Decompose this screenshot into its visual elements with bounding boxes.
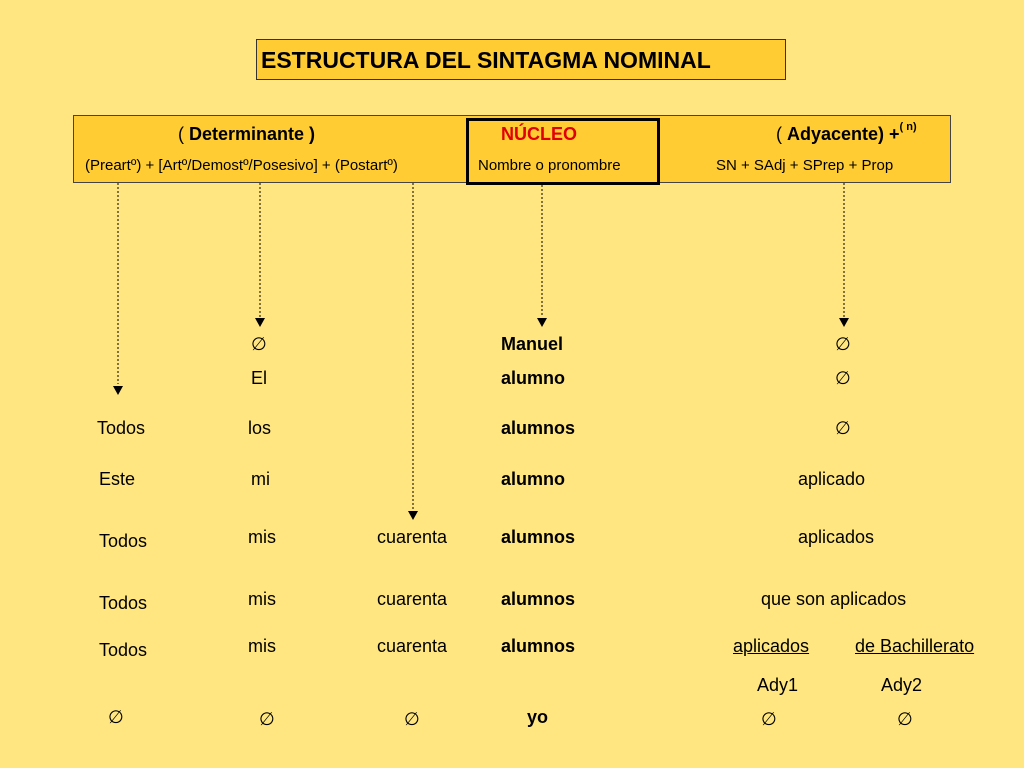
row-3-det: mi — [251, 469, 270, 489]
row-4-det: mis — [248, 527, 276, 547]
nucleo-sub: Nombre o pronombre — [478, 157, 621, 174]
row-5-nucleo: alumnos — [501, 589, 576, 609]
ady2-label: Ady2 — [881, 675, 923, 695]
row-0-ady: ∅ — [835, 334, 851, 354]
row-7-nucleo: yo — [527, 707, 549, 727]
arrow-adyacente-head — [839, 318, 849, 327]
row-7-ady1: ∅ — [761, 709, 777, 729]
row-4-post: cuarenta — [377, 527, 448, 547]
row-4-nucleo: alumnos — [501, 527, 576, 547]
arrow-art-head — [255, 318, 265, 327]
row-3-ady: aplicado — [798, 469, 866, 489]
row-6-post: cuarenta — [377, 636, 448, 656]
row-2-nucleo: alumnos — [501, 418, 576, 438]
row-7-ady2: ∅ — [897, 709, 913, 729]
adyacente-sup: ( n) — [899, 121, 917, 133]
row-2-ady: ∅ — [835, 418, 851, 438]
arrow-nucleo-head — [537, 318, 547, 327]
row-7-det: ∅ — [259, 709, 275, 729]
row-5-pre: Todos — [99, 593, 148, 613]
paren-open: ( — [178, 124, 189, 144]
row-7-post: ∅ — [404, 709, 420, 729]
row-3-pre: Este — [99, 469, 136, 489]
row-7-pre: ∅ — [108, 707, 124, 727]
adyacente-sub: SN + SAdj + SPrep + Prop — [716, 157, 894, 174]
row-1-det: El — [251, 368, 268, 388]
row-6-pre: Todos — [99, 640, 148, 660]
determinante-label: Determinante — [189, 124, 305, 144]
row-5-post: cuarenta — [377, 589, 448, 609]
row-6-nucleo: alumnos — [501, 636, 576, 656]
arrow-postart-head — [408, 511, 418, 520]
arrow-preart-head — [113, 386, 123, 395]
row-0-det: ∅ — [251, 334, 267, 354]
row-6-det: mis — [248, 636, 276, 656]
row-4-ady: aplicados — [798, 527, 875, 547]
row-5-ady: que son aplicados — [761, 589, 907, 609]
row-4-pre: Todos — [99, 531, 148, 551]
row-6-ady2: de Bachillerato — [855, 636, 975, 656]
row-3-nucleo: alumno — [501, 469, 566, 489]
row-1-nucleo: alumno — [501, 368, 566, 388]
nucleo-label: NÚCLEO — [501, 124, 577, 144]
paren-close: ) — [304, 124, 316, 144]
paren-open: ( — [776, 124, 787, 144]
row-6-ady1: aplicados — [733, 636, 810, 656]
row-5-det: mis — [248, 589, 276, 609]
diagram-title: ESTRUCTURA DEL SINTAGMA NOMINAL — [256, 39, 786, 80]
row-2-pre: Todos — [97, 418, 146, 438]
adyacente-label: Adyacente) + — [787, 124, 900, 144]
row-0-nucleo: Manuel — [501, 334, 564, 354]
row-1-ady: ∅ — [835, 368, 851, 388]
ady1-label: Ady1 — [757, 675, 799, 695]
row-2-det: los — [248, 418, 272, 438]
determinante-sub: (Preartº) + [Artº/Demostº/Posesivo] + (Postartº) — [85, 157, 398, 174]
